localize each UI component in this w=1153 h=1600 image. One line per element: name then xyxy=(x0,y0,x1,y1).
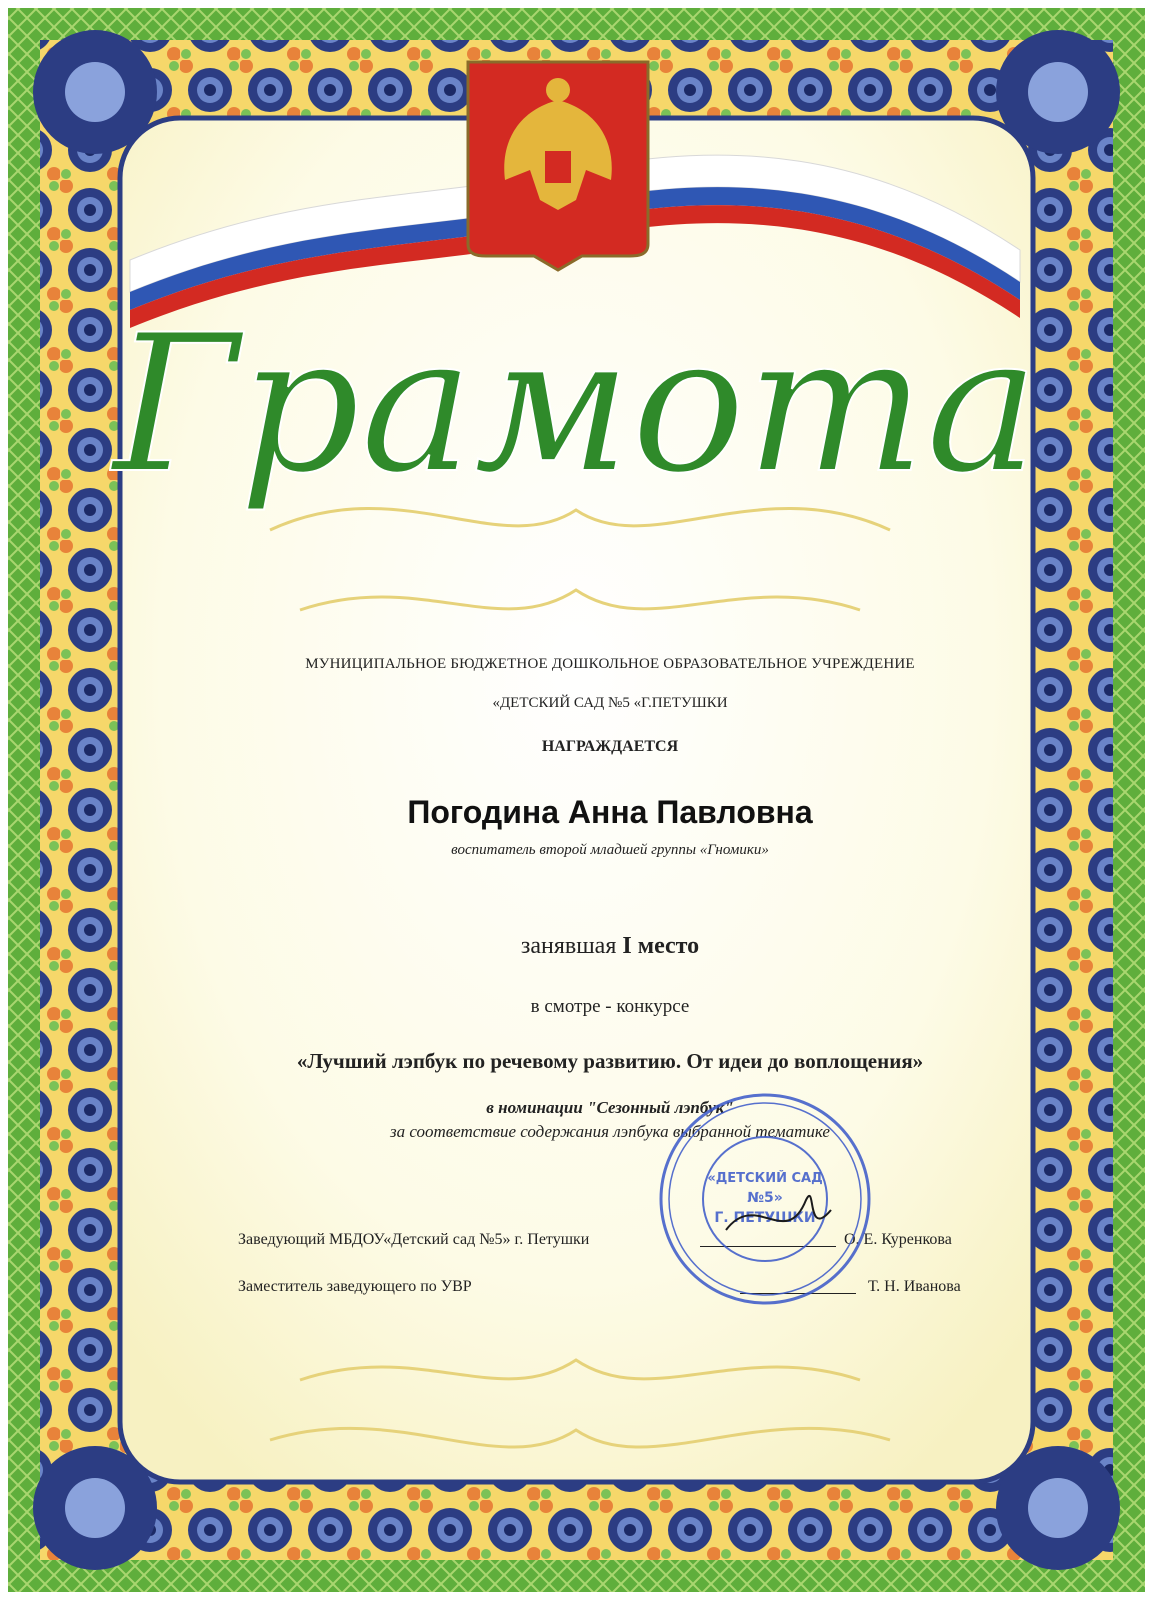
coat-of-arms-icon xyxy=(468,62,648,270)
signature-1-name: О. Е. Куренкова xyxy=(844,1231,952,1248)
recipient-position: воспитатель второй младшей группы «Гномики» xyxy=(451,842,769,858)
organization-line2: «ДЕТСКИЙ САД №5 «Г.ПЕТУШКИ xyxy=(492,695,728,711)
place-value: I место xyxy=(622,933,700,959)
signature-2-name: Т. Н. Иванова xyxy=(868,1278,961,1295)
organization-line1: МУНИЦИПАЛЬНОЕ БЮДЖЕТНОЕ ДОШКОЛЬНОЕ ОБРАЗОВАТЕЛЬНОЕ УЧРЕЖДЕНИЕ xyxy=(305,656,915,672)
recipient-name: Погодина Анна Павловна xyxy=(407,794,813,830)
contest-name: «Лучший лэпбук по речевому развитию. От идеи до воплощения» xyxy=(296,1049,924,1073)
place-prefix: занявшая xyxy=(520,933,623,959)
svg-text:№5»: №5» xyxy=(747,1190,783,1206)
place-line xyxy=(150,933,1070,960)
official-stamp xyxy=(656,1090,874,1308)
reason: за соответствие содержания лэпбука выбранной тематике xyxy=(390,1122,830,1141)
nomination: в номинации "Сезонный лэпбук" xyxy=(486,1098,734,1117)
svg-text:«ДЕТСКИЙ САД: «ДЕТСКИЙ САД xyxy=(707,1171,823,1186)
title-text: Грамота xyxy=(112,294,1040,515)
signature-1-title: Заведующий МБДОУ«Детский сад №5» г. Петушки xyxy=(238,1231,590,1248)
contest-prefix: в смотре - конкурсе xyxy=(530,996,690,1017)
awarded-label: НАГРАЖДАЕТСЯ xyxy=(541,738,679,755)
svg-text:Г. ПЕТУШКИ: Г. ПЕТУШКИ xyxy=(714,1210,816,1226)
signature-2-title: Заместитель заведующего по УВР xyxy=(238,1278,472,1295)
